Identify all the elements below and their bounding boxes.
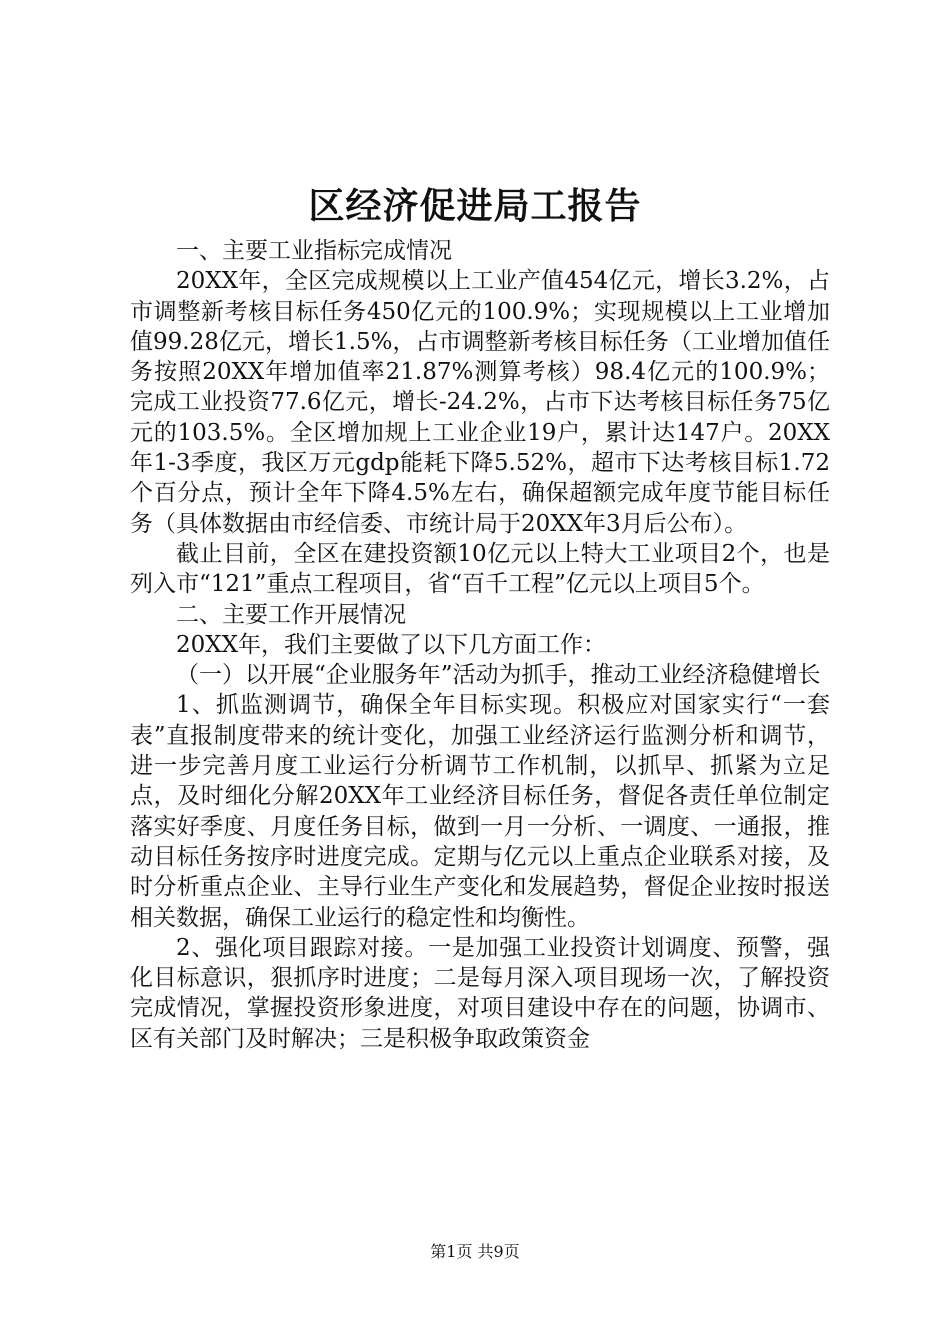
paragraph: 1、抓监测调节，确保全年目标实现。积极应对国家实行“一套表”直报制度带来的统计变化，加强工业经济运行监测分析和调节，进一步完善月度工业运行分析调节工作机制，以抓早、抓紧为立足点，及时细化分解20XX年工业经济目标任务，督促各责任单位制定落实好季度、月度任务目标，做到一月一分析、一调度、一通报，推动目标任务按序时进度完成。定期与亿元以上重点企业联系对接，及时分析重点企业、主导行业生产变化和发展趋势，督促企业按时报送相关数据，确保工业运行的稳定性和均衡性。 — [130, 692, 830, 931]
subsection-heading: （一）以开展“企业服务年”活动为抓手，推动工业经济稳健增长 — [176, 662, 821, 689]
section-heading: 二、主要工作开展情况 — [176, 601, 406, 628]
page-footer: 第1页 共9页 — [430, 1242, 520, 1261]
paragraph: 2、强化项目跟踪对接。一是加强工业投资计划调度、预警，强化目标意识，狠抓序时进度；二是每月深入项目现场一次，了解投资完成情况，掌握投资形象进度，对项目建设中存在的问题，协调市、区有关部门及时解决；三是积极争取政策资金 — [130, 934, 830, 1052]
document-body — [130, 236, 830, 1054]
document-title: 区经济促进局工报告 — [308, 185, 642, 227]
paragraph: 截止目前，全区在建投资额10亿元以上特大工业项目2个，也是列入市“121”重点工程项目，省“百千工程”亿元以上项目5个。 — [130, 540, 830, 598]
paragraph: 20XX年，全区完成规模以上工业产值454亿元，增长3.2%，占市调整新考核目标任务450亿元的100.9%；实现规模以上工业增加值99.28亿元，增长1.5%，占市调整新考核目标任务（工业增加值任务按照20XX年增加值率21.87%测算考核）98.4亿元的100.9%；完成工业投资77.6亿元，增长-24.2%，占市下达考核目标任务75亿元的103.5%。全区增加规上工业企业19户，累计达147户。20XX年1-3季度，我区万元gdp能耗下降5.52%，超市下达考核目标1.72个百分点，预计全年下降4.5%左右，确保超额完成年度节能目标任务（具体数据由市经信委、市统计局于20XX年3月后公布）。 — [130, 268, 830, 537]
paragraph: 20XX年，我们主要做了以下几方面工作： — [176, 631, 607, 658]
section-heading: 一、主要工业指标完成情况 — [176, 238, 452, 264]
